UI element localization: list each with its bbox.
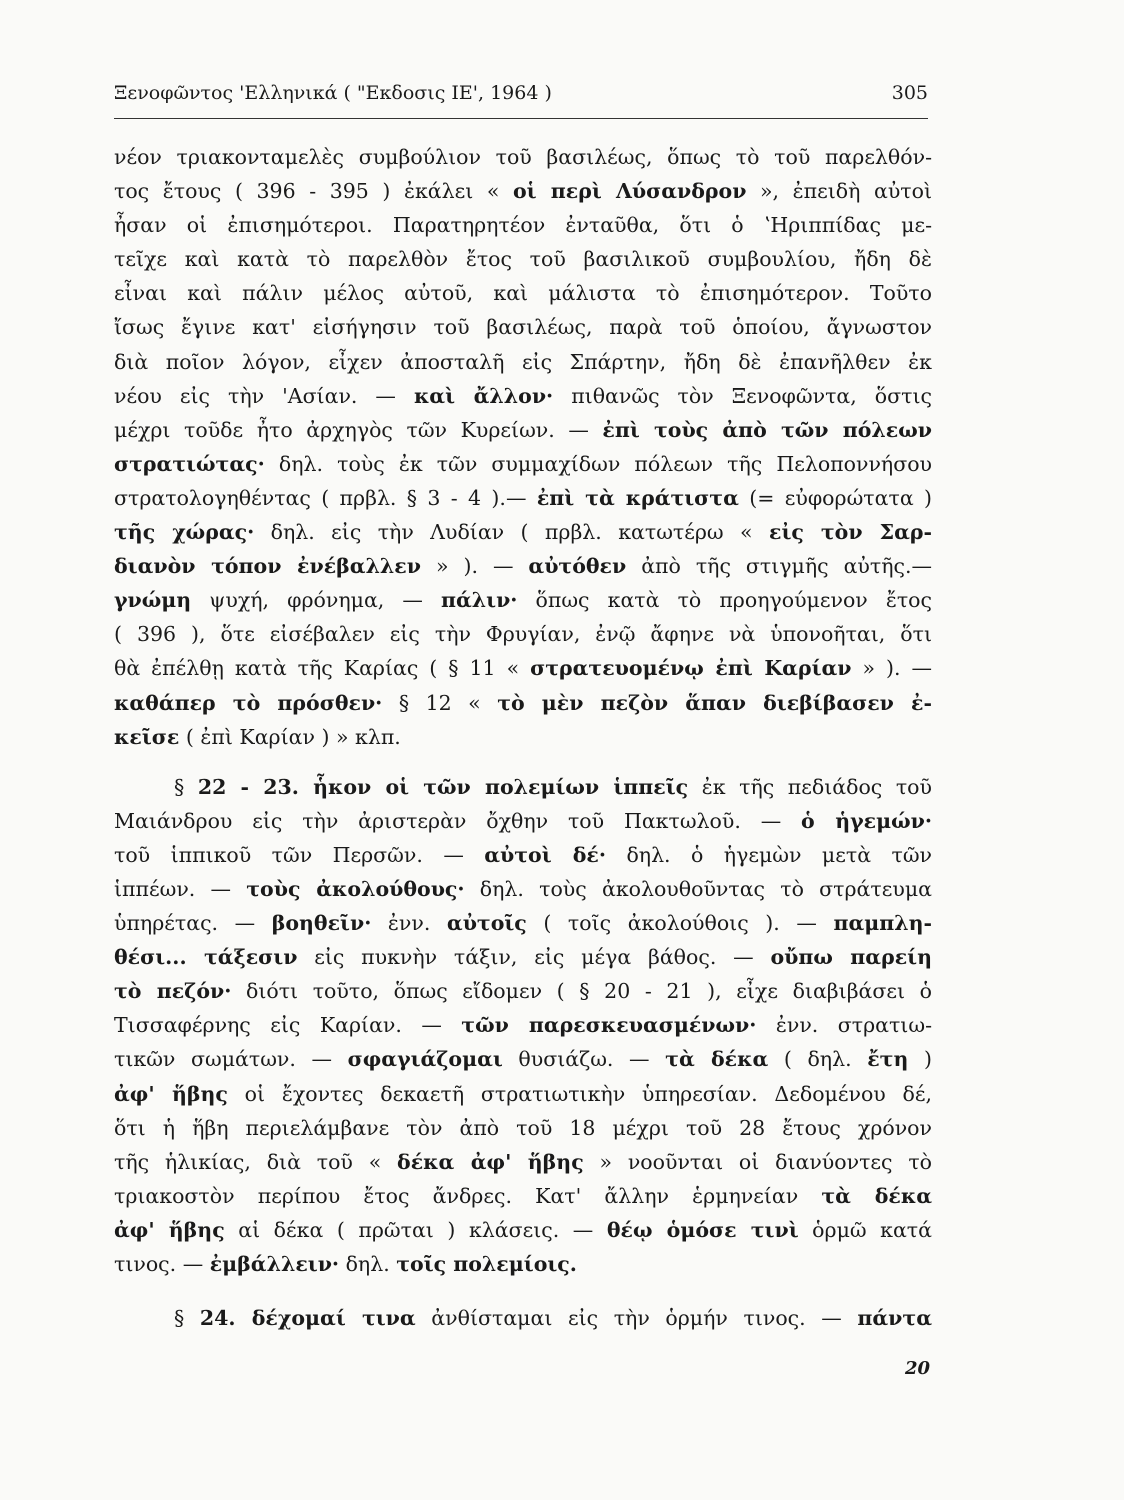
lemma: τῆς χώρας· [114,520,255,545]
text-line [114,208,932,242]
header-title: Ξενοφῶντος 'Ελληνικά ( "Εκδοσις ΙΕ', 1964 ) [114,82,552,104]
lemma: βοηθεῖν· [271,911,372,936]
lemma: σφαγιάζομαι [347,1047,503,1072]
lemma: καθάπερ τὸ πρόσθεν· [114,690,383,715]
text-run: ἦσαν οἱ ἐπισημότεροι. Παρατηρητέον ἐνταῦθα, ὅτι ὁ ʽΗριππίδας με- [114,213,932,238]
text-line [114,617,932,651]
lemma: τοὺς ἀκολούθους· [246,876,465,901]
text-run: εἶναι καὶ πάλιν μέλος αὐτοῦ, καὶ μάλιστα τὸ ἐπισημότερον. Τοῦτο [114,281,932,306]
text-line [114,310,932,344]
text-line [114,770,932,804]
text-line [114,1213,932,1247]
text-run: (= εὐφορώτατα ) [738,485,933,510]
text-line [114,276,932,310]
text-run: τριακοστὸν περίπου ἔτος ἄνδρες. Κατ' ἄλλην ἑρμηνείαν [114,1183,822,1208]
text-line [114,549,932,583]
lemma: θέσι... τάξεσιν [114,945,298,970]
text-run: ὑπηρέτας. — [114,911,272,936]
lemma: ὁ ἡγεμών· [801,808,932,833]
lemma: στρατευομένῳ ἐπὶ Καρίαν [530,656,852,681]
lemma: ἐπὶ τοὺς ἀπὸ τῶν πόλεων [602,417,932,442]
text-run: στρατολογηθέντας ( πρβλ. § 3 - 4 ).— [114,485,537,510]
text-body [114,140,932,1335]
signature-mark: 20 [904,1358,930,1379]
text-run: δηλ. τοὺς ἀκολουθοῦντας τὸ στράτευμα [464,876,932,901]
lemma: τὰ δέκα [821,1183,932,1208]
text-line [114,1042,932,1076]
text-run: ὁρμῶ κατά [798,1217,932,1242]
text-run: » ). — [851,656,933,681]
text-line [114,838,932,872]
text-run: ἀνθίσταμαι εἰς τὴν ὁρμήν τινος. — [415,1306,858,1331]
lemma: τοῖς πολεμίοις. [396,1252,577,1276]
text-line [114,413,932,447]
lemma: οὔπω παρείη [770,945,932,970]
text-run: Τισσαφέρνης εἰς Καρίαν. — [114,1013,462,1038]
lemma: στρατιώτας· [114,451,265,476]
text-run: οἱ ἔχοντες δεκαετῆ στρατιωτικὴν ὑπηρεσίαν. Δεδομένου δέ, [227,1081,932,1106]
lemma: θέῳ ὁμόσε τινὶ [606,1217,799,1242]
text-run: θυσιάζω. — [502,1047,666,1072]
paragraph [114,770,932,1281]
header-rule [114,118,928,119]
lemma: ἀφ' ἥβης [114,1081,228,1106]
text-run: τῆς ἡλικίας, διὰ τοῦ « [114,1149,398,1174]
text-run: § [174,1306,200,1331]
text-run: τεῖχε καὶ κατὰ τὸ παρελθὸν ἔτος τοῦ βασιλικοῦ συμβουλίου, ἤδη δὲ [114,247,932,272]
text-line [114,583,932,617]
text-run: δηλ. [339,1252,397,1276]
text-line [114,1111,932,1145]
lemma: αὐτοὶ δέ· [484,842,606,867]
lemma: 24. δέχομαί τινα [199,1306,416,1331]
text-run: τοῦ ἱππικοῦ τῶν Περσῶν. — [114,842,485,867]
lemma: οἱ περὶ Λύσανδρον [512,179,747,204]
lemma: πάντα [857,1306,932,1331]
text-line [114,1247,932,1281]
text-run: εἰς πυκνὴν τάξιν, εἰς μέγα βάθος. — [297,945,771,970]
lemma: αὐτοῖς [446,911,527,936]
lemma: πάλιν· [441,588,518,613]
text-run: μέχρι τοῦδε ἦτο ἀρχηγὸς τῶν Κυρείων. — [114,417,603,442]
lemma: καὶ ἄλλον· [413,383,554,408]
text-run: δηλ. εἰς τὴν Λυδίαν ( πρβλ. κατωτέρω « [254,520,769,545]
lemma: εἰς τὸν Σαρ- [768,520,932,545]
text-line [114,872,932,906]
lemma: αὐτόθεν [528,554,627,579]
lemma: ἔτη [867,1047,909,1072]
text-line [114,906,932,940]
lemma: διανὸν τόπον ἐνέβαλλεν [114,554,421,579]
text-run: πιθανῶς τὸν Ξενοφῶντα, ὅστις [553,383,932,408]
lemma: τὰ δέκα [665,1047,769,1072]
lemma: τὸ μὲν πεζὸν ἅπαν διεβίβασεν ἐ- [497,690,932,715]
lemma: γνώμη [114,588,192,613]
text-run: δηλ. ὁ ἡγεμὼν μετὰ τῶν [606,842,932,867]
text-run: νέον τριακονταμελὲς συμβούλιον τοῦ βασιλέως, ὅπως τὸ τοῦ παρελθόν- [114,145,932,169]
lemma: τὸ πεζόν· [114,979,232,1004]
lemma: παμπλη- [833,911,933,936]
running-header [114,82,928,104]
text-run: τινος. — [114,1252,210,1276]
text-run: ἴσως ἔγινε κατ' εἰσήγησιν τοῦ βασιλέως, παρὰ τοῦ ὁποίου, ἄγνωστον [114,315,932,340]
text-run: διότι τοῦτο, ὅπως εἴδομεν ( § 20 - 21 ), εἶχε διαβιβάσει ὁ [231,979,933,1004]
text-run: ( ἐπὶ Καρίαν ) » κλπ. [179,724,401,749]
text-run: ( δηλ. [768,1047,868,1072]
text-run: ὅτι ἡ ἥβη περιελάμβανε τὸν ἀπὸ τοῦ 18 μέχρι τοῦ 28 ἔτους χρόνον [114,1115,932,1140]
text-run: Μαιάνδρου εἰς τὴν ἀριστερὰν ὄχθην τοῦ Πακτωλοῦ. — [114,808,802,833]
text-run: ( 396 ), ὅτε εἰσέβαλεν εἰς τὴν Φρυγίαν, ἐνῷ ἄφηνε νὰ ὑπονοῆται, ὅτι [114,622,932,647]
text-line [114,174,932,208]
lemma: 22 - 23. ἧκον οἱ τῶν πολεμίων ἱππεῖς [197,774,689,799]
lemma: τῶν παρεσκευασμένων· [461,1013,757,1038]
text-line [114,1301,932,1335]
lemma: κεῖσε [114,724,180,749]
text-line [114,651,932,685]
paragraph [114,140,932,754]
text-run: αἱ δέκα ( πρῶται ) κλάσεις. — [224,1217,607,1242]
text-run: τικῶν σωμάτων. — [114,1047,348,1072]
text-run: ἀπὸ τῆς στιγμῆς αὐτῆς.— [626,554,933,579]
lemma: δέκα ἀφ' ἥβης [397,1149,584,1174]
text-line [114,686,932,720]
text-line [114,1077,932,1111]
text-run: διὰ ποῖον λόγον, εἶχεν ἀποσταλῆ εἰς Σπάρτην, ἤδη δὲ ἐπανῆλθεν ἐκ [114,349,932,374]
text-run: § 12 « [382,690,498,715]
text-run: ὅπως κατὰ τὸ προηγούμενον ἔτος [517,588,933,613]
text-line [114,940,932,974]
text-run: » νοοῦνται οἱ διανύοντες τὸ [583,1149,933,1174]
text-line [114,345,932,379]
text-run: νέου εἰς τὴν 'Ασίαν. — [114,383,414,408]
text-line [114,481,932,515]
text-run: ἐνν. [371,911,447,936]
text-run: ἐκ τῆς πεδιάδος τοῦ [688,774,932,799]
text-line [114,1179,932,1213]
text-run: ἱππέων. — [114,876,247,901]
text-run: ( τοῖς ἀκολούθοις ). — [526,911,834,936]
text-line [114,720,932,754]
text-run: θὰ ἐπέλθῃ κατὰ τῆς Καρίας ( § 11 « [114,656,531,681]
text-line [114,515,932,549]
text-run: τος ἔτους ( 396 - 395 ) ἐκάλει « [114,179,513,204]
text-line [114,447,932,481]
text-line [114,379,932,413]
lemma: ἀφ' ἥβης [114,1217,225,1242]
text-run: » ). — [421,554,529,579]
lemma: ἐμβάλλειν· [209,1252,340,1276]
text-line [114,1145,932,1179]
text-run: ψυχή, φρόνημα, — [191,588,441,613]
text-line [114,242,932,276]
lemma: ἐπὶ τὰ κράτιστα [536,485,739,510]
page-number: 305 [891,82,928,104]
text-line [114,804,932,838]
text-run: », ἐπειδὴ αὐτοὶ [746,179,932,204]
text-run: δηλ. τοὺς ἐκ τῶν συμμαχίδων πόλεων τῆς Πελοποννήσου [264,451,932,476]
text-line [114,1008,932,1042]
text-line [114,140,932,174]
text-run: ἐνν. στρατιω- [756,1013,932,1038]
text-run: § [174,774,198,799]
paragraph [114,1301,932,1335]
text-line [114,974,932,1008]
text-run: ) [908,1047,932,1072]
